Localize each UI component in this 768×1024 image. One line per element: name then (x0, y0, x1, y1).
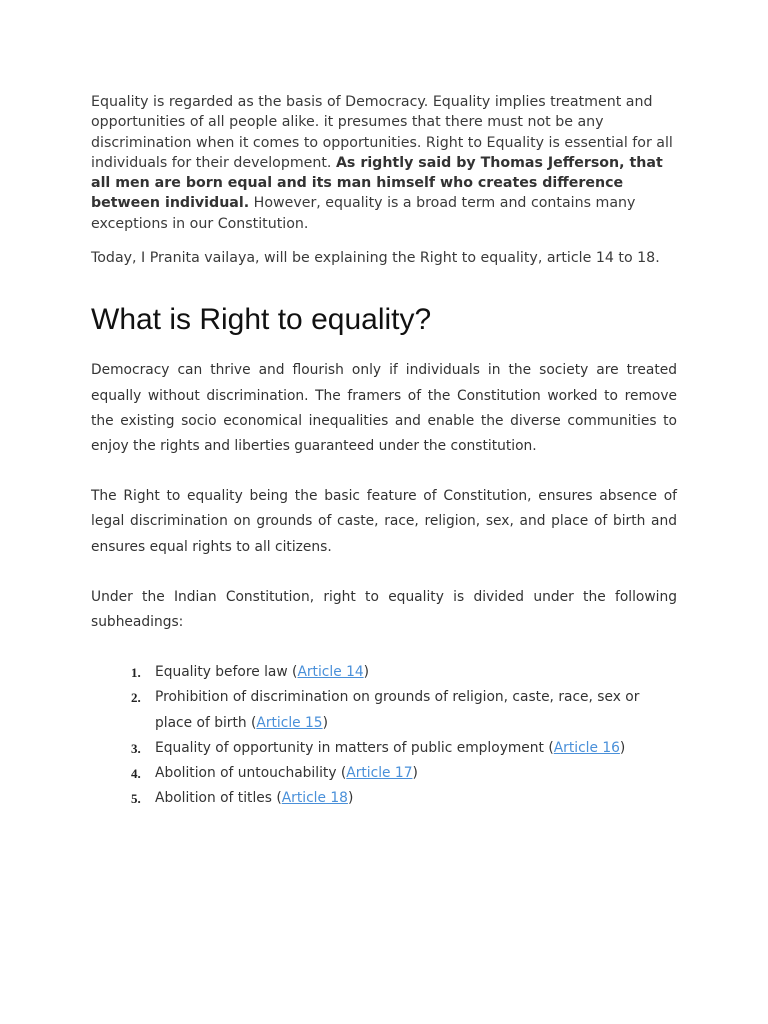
list-number: 3. (131, 740, 141, 756)
list-number: 4. (131, 766, 141, 782)
article-16-link[interactable]: Article 16 (553, 739, 620, 756)
list-item-close: ) (619, 739, 626, 756)
list-item-text: Equality before law ( (155, 664, 298, 681)
list-item-close: ) (322, 714, 328, 731)
article-18-link[interactable]: Article 18 (281, 790, 348, 807)
list-item-text: Prohibition of discrimination on grounds of religion, caste, race, sex or place of birth ( (155, 689, 640, 731)
paragraph-subheadings-intro: Under the Indian Constitution, right to equality is divided under the following subheadings: (91, 588, 677, 630)
paragraph-democracy: Democracy can thrive and flourish only if individuals in the society are treated equally without discrimination. The framers of the Constitution worked to remove the existing socio economical inequalities and enable the diverse communities to enjoy the rights and liberties guaranteed under the constitution. (91, 362, 677, 454)
article-15-link[interactable]: Article 15 (256, 714, 323, 731)
list-item (131, 736, 677, 761)
list-item-text: Equality of opportunity in matters of public employment ( (155, 739, 554, 756)
today-paragraph: Today, I Pranita vailaya, will be explaining the Right to equality, article 14 to 18. (91, 250, 660, 267)
list-item (131, 761, 677, 786)
list-item-text: Abolition of titles ( (155, 790, 282, 807)
list-item (131, 786, 677, 811)
list-item-text: Abolition of untouchability ( (155, 765, 347, 782)
section-heading: What is Right to equality? (91, 303, 432, 337)
paragraph-basic-feature: The Right to equality being the basic feature of Constitution, ensures absence of legal discrimination on grounds of caste, race, religion, sex, and place of birth and ensures equal rights to all citizens. (91, 488, 677, 555)
document-page (91, 92, 677, 811)
intro-quote-bold: As rightly said by Thomas Jefferson, that all men are born equal and its man himself who creates difference between individual. (91, 154, 663, 212)
intro-text-1: Equality is regarded as the basis of Democracy. Equality implies treatment and opportunities of all people alike. it presumes that there must not be any discrimination when it comes to opportunities. Right to Equality is essential for all individuals for their development. (91, 94, 673, 171)
list-item (131, 685, 677, 735)
intro-paragraph (91, 92, 677, 234)
intro-text-2: However, equality is a broad term and contains many exceptions in our Constitution. (91, 195, 636, 232)
article-17-link[interactable]: Article 17 (346, 765, 413, 782)
list-item-close: ) (412, 765, 418, 782)
list-number: 5. (131, 791, 141, 807)
subheadings-list (91, 660, 677, 811)
list-number: 2. (131, 690, 141, 706)
list-item-close: ) (363, 664, 370, 681)
list-item-close: ) (347, 790, 354, 807)
list-item (131, 660, 677, 685)
article-14-link[interactable]: Article 14 (297, 664, 364, 681)
list-number: 1. (131, 665, 141, 681)
